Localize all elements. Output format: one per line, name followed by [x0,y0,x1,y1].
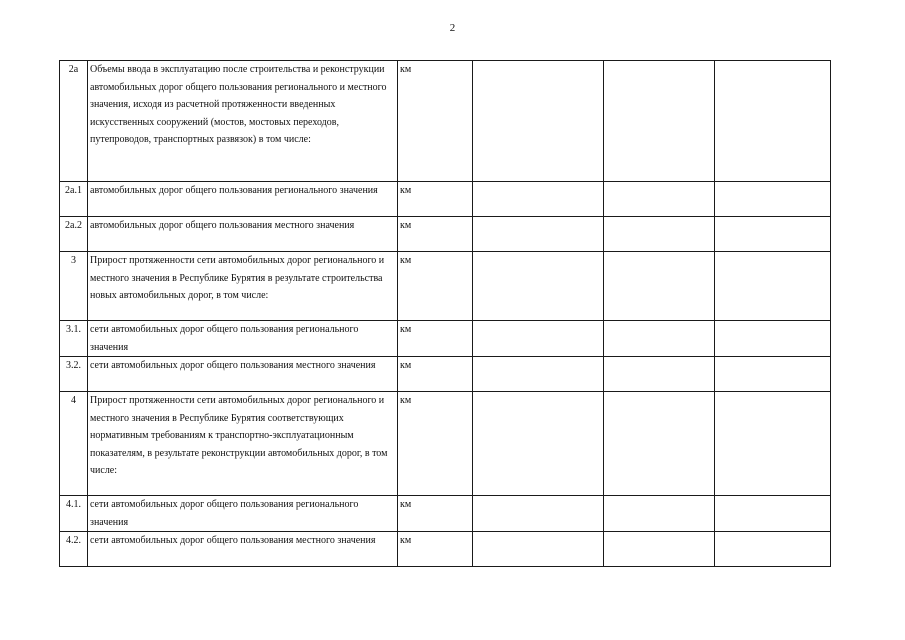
row-value-cell [604,182,715,217]
row-value-cell [715,217,831,252]
row-unit: км [398,392,473,496]
row-value-cell [473,61,604,182]
row-value-cell [715,321,831,357]
row-value-cell [473,182,604,217]
row-value-cell [604,252,715,321]
row-value-cell [715,61,831,182]
table-row [60,357,831,392]
table-row [60,182,831,217]
table-row [60,532,831,567]
row-value-cell [473,321,604,357]
row-value-cell [604,61,715,182]
row-value-cell [473,392,604,496]
row-number: 3 [60,252,88,321]
row-value-cell [715,357,831,392]
row-indicator-name: сети автомобильных дорог общего пользования регионального значения [88,496,398,532]
row-unit: км [398,321,473,357]
row-indicator-name: автомобильных дорог общего пользования местного значения [88,217,398,252]
row-indicator-name: сети автомобильных дорог общего пользования местного значения [88,357,398,392]
row-indicator-name: автомобильных дорог общего пользования регионального значения [88,182,398,217]
row-number: 2а.2 [60,217,88,252]
table-row [60,217,831,252]
row-unit: км [398,182,473,217]
row-unit: км [398,496,473,532]
row-value-cell [715,496,831,532]
row-value-cell [604,496,715,532]
row-value-cell [604,217,715,252]
row-number: 3.1. [60,321,88,357]
row-indicator-name: сети автомобильных дорог общего пользования местного значения [88,532,398,567]
row-indicator-name: Объемы ввода в эксплуатацию после строительства и реконструкции автомобильных дорог общего пользования регионального и местного значения, исходя из расчетной протяженности введенных искусственных сооружений (мостов, мостовых переходов, путепроводов, транспортных развязок) в том числе: [88,61,398,182]
table-row [60,321,831,357]
row-value-cell [715,252,831,321]
row-value-cell [604,321,715,357]
row-value-cell [473,532,604,567]
row-indicator-name: Прирост протяженности сети автомобильных дорог регионального и местного значения в Республике Бурятия соответствующих нормативным требованиям к транспортно-эксплуатационным показателям, в результате реконструкции автомобильных дорог, в том числе: [88,392,398,496]
row-unit: км [398,357,473,392]
row-number: 4.2. [60,532,88,567]
row-unit: км [398,532,473,567]
page-number: 2 [449,22,456,34]
row-number: 2а.1 [60,182,88,217]
row-value-cell [473,252,604,321]
row-value-cell [715,532,831,567]
table-row [60,252,831,321]
row-number: 4.1. [60,496,88,532]
row-indicator-name: сети автомобильных дорог общего пользования регионального значения [88,321,398,357]
table-row [60,392,831,496]
row-value-cell [473,357,604,392]
row-number: 2а [60,61,88,182]
row-value-cell [604,357,715,392]
row-value-cell [473,496,604,532]
table-body [60,61,831,567]
table-row [60,496,831,532]
row-value-cell [604,532,715,567]
indicators-table [59,60,831,567]
row-value-cell [715,182,831,217]
row-value-cell [715,392,831,496]
row-value-cell [604,392,715,496]
table-row [60,61,831,182]
row-number: 4 [60,392,88,496]
row-value-cell [473,217,604,252]
row-indicator-name: Прирост протяженности сети автомобильных дорог регионального и местного значения в Республике Бурятия в результате строительства новых автомобильных дорог, в том числе: [88,252,398,321]
row-unit: км [398,61,473,182]
row-unit: км [398,217,473,252]
row-number: 3.2. [60,357,88,392]
row-unit: км [398,252,473,321]
